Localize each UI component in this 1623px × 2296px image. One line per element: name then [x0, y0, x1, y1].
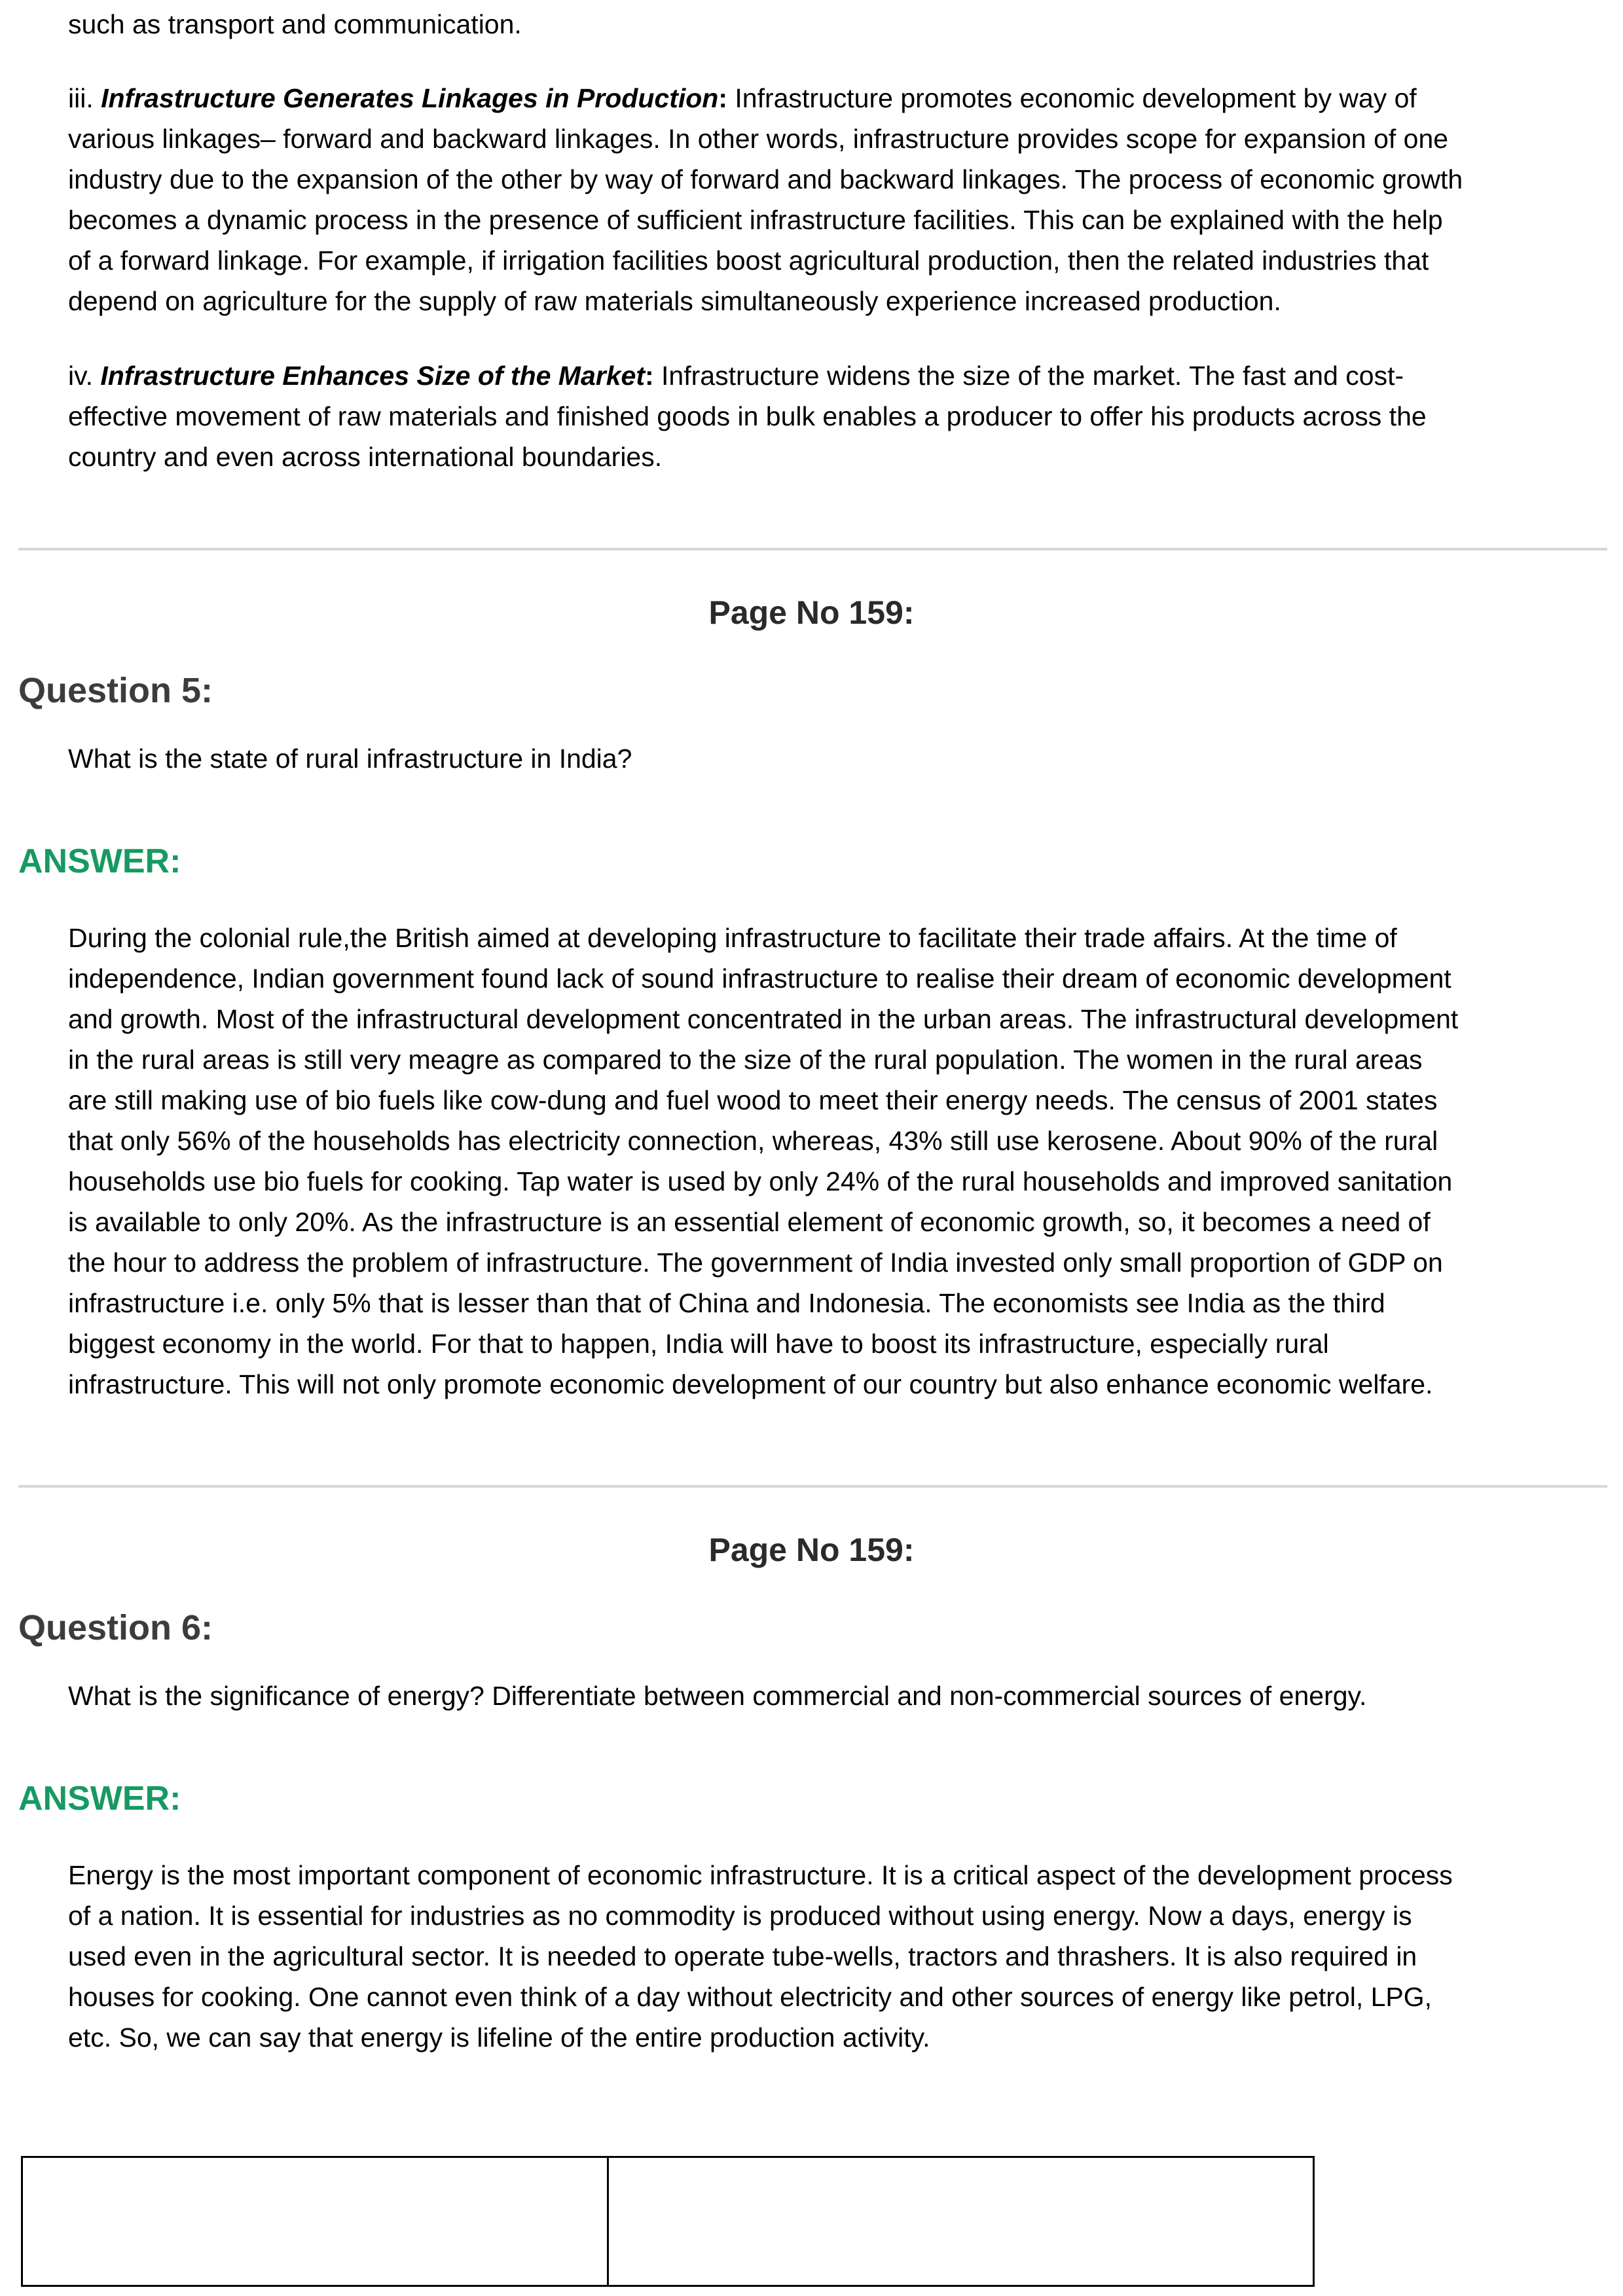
table-cell-left: [22, 2157, 608, 2286]
point-iv-paragraph: [68, 355, 1466, 477]
table-row: [22, 2157, 1314, 2286]
intro-paragraph: such as transport and communication.: [68, 9, 522, 39]
question6-text: What is the significance of energy? Differentiate between commercial and non-commercial sources of energy.: [68, 1681, 1367, 1711]
section-divider: [18, 548, 1607, 550]
point-iv-prefix: iv.: [68, 361, 101, 391]
question6-label: Question 6:: [18, 1608, 213, 1647]
point-iii-paragraph: [68, 78, 1466, 321]
table-cell-right: [608, 2157, 1314, 2286]
point-iv-colon: :: [644, 361, 654, 391]
point-iii-title: Infrastructure Generates Linkages in Production: [101, 83, 719, 113]
point-iii-colon: :: [718, 83, 727, 113]
answer-label-2: ANSWER:: [18, 1780, 181, 1818]
point-iii-body: Infrastructure promotes economic development by way of various linkages– forward and backward linkages. In other words, infrastructure provides scope for expansion of one industry due to the expansion of the other by way of forward and backward linkages. The process of economic growth becomes a dynamic process in the presence of sufficient infrastructure facilities. This can be explained with the help of a forward linkage. For example, if irrigation facilities boost agricultural production, then the related industries that depend on agriculture for the supply of raw materials simultaneously experience increased production.: [68, 83, 1463, 316]
page-number-heading-2: Page No 159:: [708, 1532, 915, 1568]
point-iii-prefix: iii.: [68, 83, 101, 113]
answer6-text: Energy is the most important component of economic infrastructure. It is a critical aspect of the development process of a nation. It is essential for industries as no commodity is produced without using energy. Now a days, energy is used even in the agricultural sector. It is needed to operate tube-wells, tractors and thrashers. It is also required in houses for cooking. One cannot even think of a day without electricity and other sources of energy like petrol, LPG, etc. So, we can say that energy is lifeline of the entire production activity.: [68, 1860, 1453, 2053]
answer5-text: During the colonial rule,the British aimed at developing infrastructure to facilitate their trade affairs. At the time of independence, Indian government found lack of sound infrastructure to realise their dream of economic development and growth. Most of the infrastructural development concentrated in the urban areas. The infrastructural development in the rural areas is still very meagre as compared to the size of the rural population. The women in the rural areas are still making use of bio fuels like cow-dung and fuel wood to meet their energy needs. The census of 2001 states that only 56% of the households has electricity connection, whereas, 43% still use kerosene. About 90% of the rural households use bio fuels for cooking. Tap water is used by only 24% of the rural households and improved sanitation is available to only 20%. As the infrastructure is an essential element of economic growth, so, it becomes a need of the hour to address the problem of infrastructure. The government of India invested only small proportion of GDP on infrastructure i.e. only 5% that is lesser than that of China and Indonesia. The economists see India as the third biggest economy in the world. For that to happen, India will have to boost its infrastructure, especially rural infrastructure. This will not only promote economic development of our country but also enhance economic welfare.: [68, 923, 1459, 1399]
point-iv-body: Infrastructure widens the size of the market. The fast and cost-effective movement of raw materials and finished goods in bulk enables a producer to offer his products across the country and even across international boundaries.: [68, 361, 1427, 472]
section-divider-2: [18, 1485, 1607, 1488]
question5-label: Question 5:: [18, 671, 213, 710]
point-iv-title: Infrastructure Enhances Size of the Market: [100, 361, 645, 391]
comparison-table: [21, 2156, 1315, 2287]
answer-label-1: ANSWER:: [18, 842, 181, 880]
page-number-heading: Page No 159:: [708, 594, 915, 631]
question5-text: What is the state of rural infrastructure in India?: [68, 744, 632, 774]
